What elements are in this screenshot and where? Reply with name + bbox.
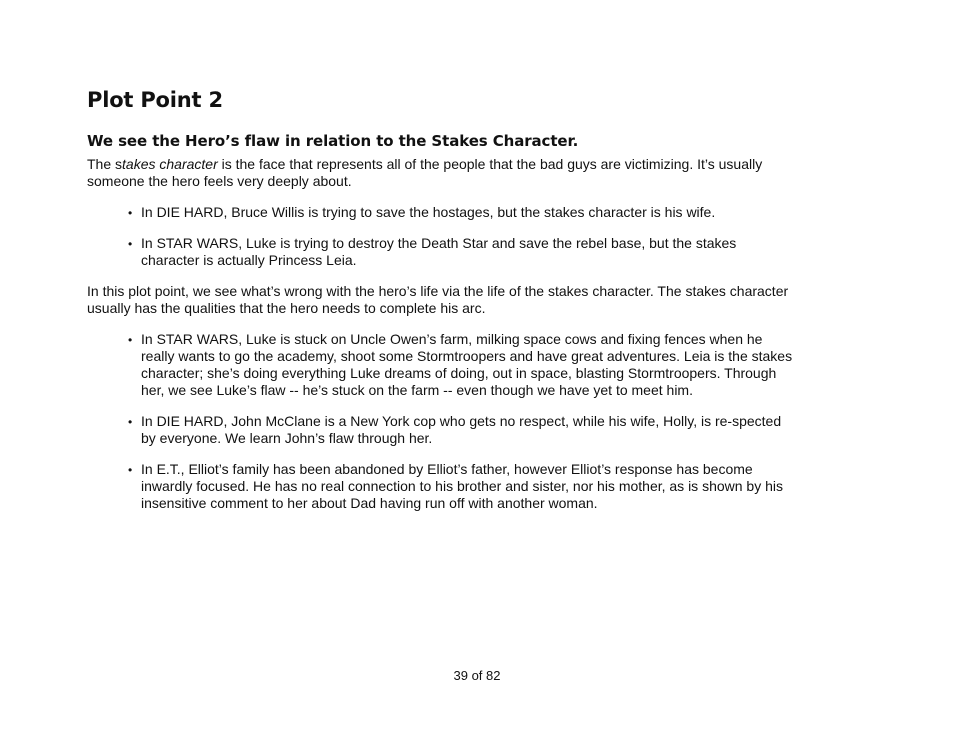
intro-paragraph xyxy=(87,156,797,190)
list-item: • In DIE HARD, John McClane is a New York cop who gets no respect, while his wife, Holly, is re-spected by everyone. We learn John’s flaw through her. xyxy=(128,413,797,447)
list-item: • In DIE HARD, Bruce Willis is trying to save the hostages, but the stakes character is his wife. xyxy=(128,204,797,221)
page-heading: Plot Point 2 xyxy=(87,88,223,112)
list-item: • In STAR WARS, Luke is stuck on Uncle Owen’s farm, milking space cows and fixing fences when he really wants to go the academy, shoot some Stormtroopers and have great adventures. Leia is the stakes character; she’s doing everything Luke dreams of doing, out in space, blasting Stormtroopers. Through her, we see Luke’s flaw -- he’s stuck on the farm -- even though we have yet to meet him. xyxy=(128,331,797,399)
intro-suffix: is the face that represents all of the people that the bad guys are victimizing. It’s usually someone the hero feels very deeply about. xyxy=(87,156,763,189)
intro-prefix: The s xyxy=(87,156,123,172)
examples-list-1 xyxy=(87,204,797,269)
page-number: 39 of 82 xyxy=(453,668,501,683)
intro-italic-term: takes character xyxy=(122,156,218,172)
document-page xyxy=(87,86,797,512)
list-item: • In STAR WARS, Luke is trying to destroy the Death Star and save the rebel base, but the stakes character is actually Princess Leia. xyxy=(128,235,797,269)
examples-list-2 xyxy=(87,331,797,512)
list-item: • In E.T., Elliot’s family has been abandoned by Elliot’s father, however Elliot’s response has become inwardly focused. He has no real connection to his brother and sister, nor his mother, as is shown by his insensitive comment to her about Dad having run off with another woman. xyxy=(128,461,797,512)
section-subheading: We see the Hero’s flaw in relation to the Stakes Character. xyxy=(87,132,579,150)
body-paragraph: In this plot point, we see what’s wrong with the hero’s life via the life of the stakes character. The stakes character usually has the qualities that the hero needs to complete his arc. xyxy=(87,283,789,316)
